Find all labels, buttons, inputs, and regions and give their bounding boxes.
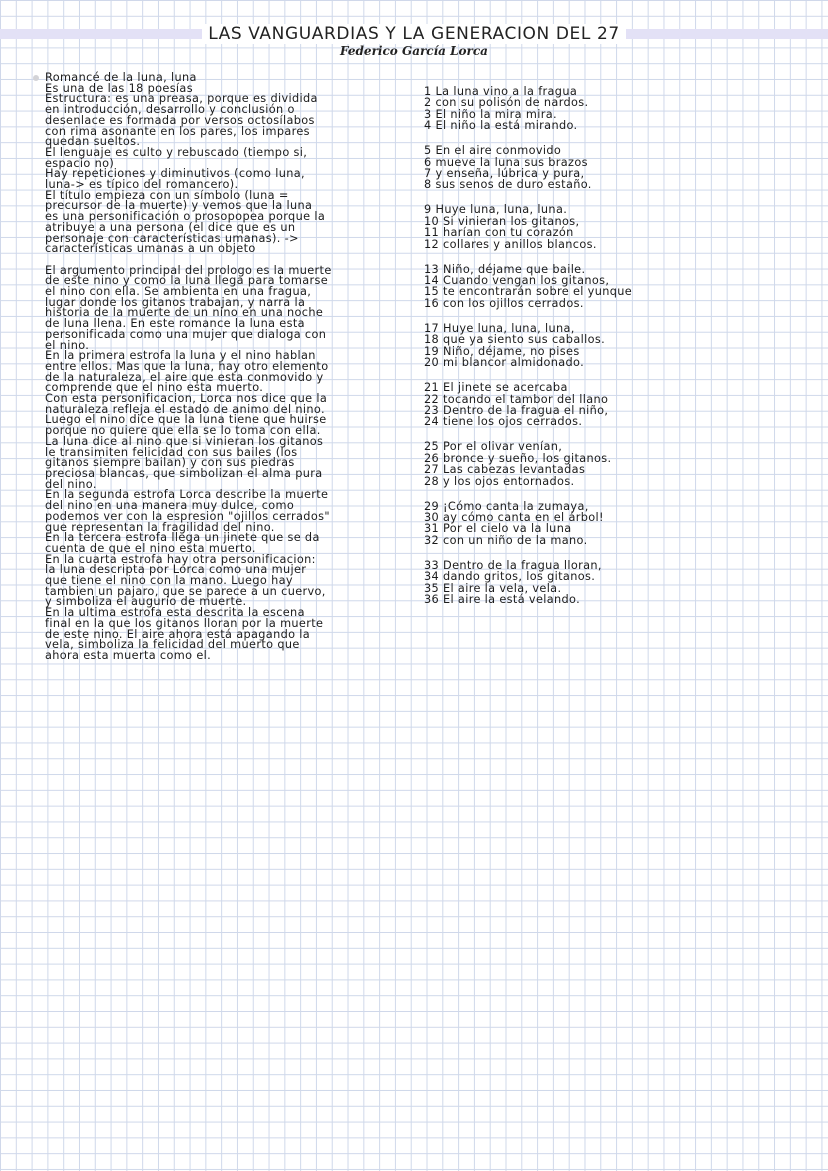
poem-verse: 3 El niño la mira mira. xyxy=(424,107,557,121)
note-line: de luna llena. En este romance la luna esta xyxy=(45,317,305,331)
poem-text xyxy=(424,86,724,619)
note-line: características umanas a un objeto xyxy=(45,242,256,256)
note-line: final en la que los gitanos lloran por la muerte xyxy=(45,616,324,630)
note-line: tambien un pajaro, que se parece a un cuervo, xyxy=(45,584,326,598)
note-line: entre ellos. Mas que la luna, hay otro elemento xyxy=(45,359,329,373)
note-line: En la cuarta estrofa hay otra personificacion: xyxy=(45,552,316,566)
bullet-dot xyxy=(33,75,39,81)
page-title-text: LAS VANGUARDIAS Y LA GENERACION DEL 27 xyxy=(202,24,626,44)
poem-verse: 23 Dentro de la fragua el niño, xyxy=(424,403,609,417)
poem-verse: 13 Niño, déjame que baile. xyxy=(424,262,586,276)
poem-verse: 30 ay cómo canta en el árbol! xyxy=(424,510,604,524)
note-line: la luna descripta por Lorca como una mujer xyxy=(45,563,307,577)
poem-stanza xyxy=(424,382,724,428)
poem-verse: 17 Huye luna, luna, luna, xyxy=(424,321,575,335)
note-line: lugar donde los gitanos trabajan, y narra la xyxy=(45,295,306,309)
note-line: del nino en una manera muy dulce, como xyxy=(45,499,295,513)
note-line: En la tercera estrofa llega un jinete que se da xyxy=(45,531,320,545)
note-line: de la naturaleza, el aire que esta conmovido y xyxy=(45,370,324,384)
note-line: el nino con ella. Se ambienta en una fragua, xyxy=(45,285,312,299)
poem-stanza xyxy=(424,145,724,191)
note-line: historia de la muerte de un nino en una noche xyxy=(45,306,324,320)
poem-verse: 6 mueve la luna sus brazos xyxy=(424,155,588,169)
poem-verse: 33 Dentro de la fragua lloran, xyxy=(424,558,602,572)
note-line: de este nino. El aire ahora está apagando la xyxy=(45,627,311,641)
poem-verse: 1 La luna vino a la fragua xyxy=(424,85,578,98)
note-line: es una personificación o prosopopea porque la xyxy=(45,210,326,224)
poem-stanza xyxy=(424,323,724,369)
page-title xyxy=(0,24,828,44)
poem-verse: 7 y enseña, lúbrica y pura, xyxy=(424,167,585,181)
poem-verse: 19 Niño, déjame, no pises xyxy=(424,344,580,358)
note-line: y simboliza el augurio de muerte. xyxy=(45,595,247,609)
poem-verse: 20 mi blancor almidonado. xyxy=(424,356,585,370)
poem-verse: 28 y los ojos entornados. xyxy=(424,474,575,488)
poem-verse: 8 sus senos de duro estaño. xyxy=(424,178,592,192)
note-line: personificada como una mujer que dialoga con xyxy=(45,327,327,341)
note-line: gitanos siempre bailan) y con sus piedras xyxy=(45,456,295,470)
poem-verse: 4 El niño la está mirando. xyxy=(424,119,578,133)
poem-verse: 25 Por el olivar venían, xyxy=(424,440,563,454)
note-line: en introducción, desarrollo y conclusión o xyxy=(45,103,295,117)
note-line: del nino. xyxy=(45,477,97,491)
note-line: precursor de la muerte) y vemos que la luna xyxy=(45,199,313,213)
note-line: comprende que el nino esta muerto. xyxy=(45,381,264,395)
poem-stanza xyxy=(424,264,724,310)
note-line: personaje con características umanas). -> xyxy=(45,231,299,245)
poem-verse: 36 El aire la está velando. xyxy=(424,592,581,606)
note-line: El título empieza con un símbolo (luna = xyxy=(45,188,289,202)
poem-verse: 35 El aire la vela, vela. xyxy=(424,581,562,595)
note-line: Es una de las 18 poesías xyxy=(45,81,193,95)
note-line: podemos ver con la espresion "ojillos cerrados" xyxy=(45,509,330,523)
poem-verse: 5 En el aire conmovido xyxy=(424,144,562,158)
poem-stanza xyxy=(424,501,724,547)
poem-verse: 2 con su polisón de nardos. xyxy=(424,96,589,110)
poem-verse: 26 bronce y sueño, los gitanos. xyxy=(424,451,612,465)
note-line: naturaleza refleja el estado de animo del nino. xyxy=(45,402,325,416)
note-line: En la primera estrofa la luna y el nino hablan xyxy=(45,349,316,363)
note-line: ahora esta muerta como el. xyxy=(45,648,212,662)
poem-verse: 22 tocando el tambor del llano xyxy=(424,392,609,406)
note-line: En la ultima estrofa esta descrita la escena xyxy=(45,606,305,620)
poem-verse: 32 con un niño de la mano. xyxy=(424,533,588,547)
author-subtitle: Federico García Lorca xyxy=(340,44,488,58)
poem-verse: 14 Cuando vengan los gitanos, xyxy=(424,274,610,288)
note-line: le transimiten felicidad con sus bailes (los xyxy=(45,445,298,459)
note-line: luna-> es típico del romancero). xyxy=(45,178,239,192)
note-line: espacio no) xyxy=(45,156,115,170)
poem-stanza xyxy=(424,441,724,487)
poem-verse: 34 dando gritos, los gitanos. xyxy=(424,570,596,584)
note-line: de este nino y como la luna llega para tomarse xyxy=(45,274,329,288)
poem-verse: 9 Huye luna, luna, luna. xyxy=(424,203,568,217)
poem-verse: 15 te encontrarán sobre el yunque xyxy=(424,285,633,299)
poem-verse: 27 Las cabezas levantadas xyxy=(424,463,586,477)
note-line: porque no quiere que ella se lo toma con ella. xyxy=(45,424,321,438)
poem-stanza xyxy=(424,204,724,250)
note-line: Romancé de la luna, luna xyxy=(45,71,197,84)
note-line: En la segunda estrofa Lorca describe la muerte xyxy=(45,488,329,502)
note-line: Luego el nino dice que la luna tiene que huirse xyxy=(45,413,327,427)
poem-verse: 18 que ya siento sus caballos. xyxy=(424,333,606,347)
note-line: que representan la fragilidad del nino. xyxy=(45,520,275,534)
note-line: La luna dice al nino que si vinieran los gitanos xyxy=(45,434,324,448)
poem-stanza xyxy=(424,86,724,132)
poem-verse: 29 ¡Cómo canta la zumaya, xyxy=(424,499,589,513)
note-line: El argumento principal del prologo es la muerte xyxy=(45,263,332,277)
note-line: preciosa blancas, que simbolizan el alma pura xyxy=(45,467,323,480)
analysis-notes xyxy=(45,73,415,662)
poem-verse: 10 Si vinieran los gitanos, xyxy=(424,214,580,228)
note-line: el nino. xyxy=(45,338,90,352)
note-line: quedan sueltos. xyxy=(45,135,141,149)
poem-verse: 24 tiene los ojos cerrados. xyxy=(424,415,583,429)
note-line: cuenta de que el nino esta muerto. xyxy=(45,541,256,555)
poem-stanza xyxy=(424,560,724,606)
poem-verse: 31 Por el cielo va la luna xyxy=(424,522,572,536)
note-line: con rima asonante en los pares, los impares xyxy=(45,124,310,138)
poem-verse: 12 collares y anillos blancos. xyxy=(424,237,597,251)
note-line: vela, simboliza la felicidad del muerto que xyxy=(45,638,300,652)
poem-verse: 21 El jinete se acercaba xyxy=(424,381,568,395)
note-line: Hay repeticiones y diminutivos (como luna, xyxy=(45,167,305,181)
poem-verse: 11 harían con tu corazón xyxy=(424,226,574,240)
note-line: desenlace es formada por versos octosílabos xyxy=(45,113,315,127)
note-line: Con esta personificacion, Lorca nos dice que la xyxy=(45,392,328,406)
note-line: que tiene el nino con la mano. Luego hay xyxy=(45,574,293,588)
poem-verse: 16 con los ojillos cerrados. xyxy=(424,296,584,310)
note-line: El lenguaje es culto y rebuscado (tiempo si, xyxy=(45,145,308,159)
note-line: Estructura: es una preasa, porque es dividida xyxy=(45,92,318,106)
note-line: atribuye a una persona (el dice que es un xyxy=(45,220,296,234)
